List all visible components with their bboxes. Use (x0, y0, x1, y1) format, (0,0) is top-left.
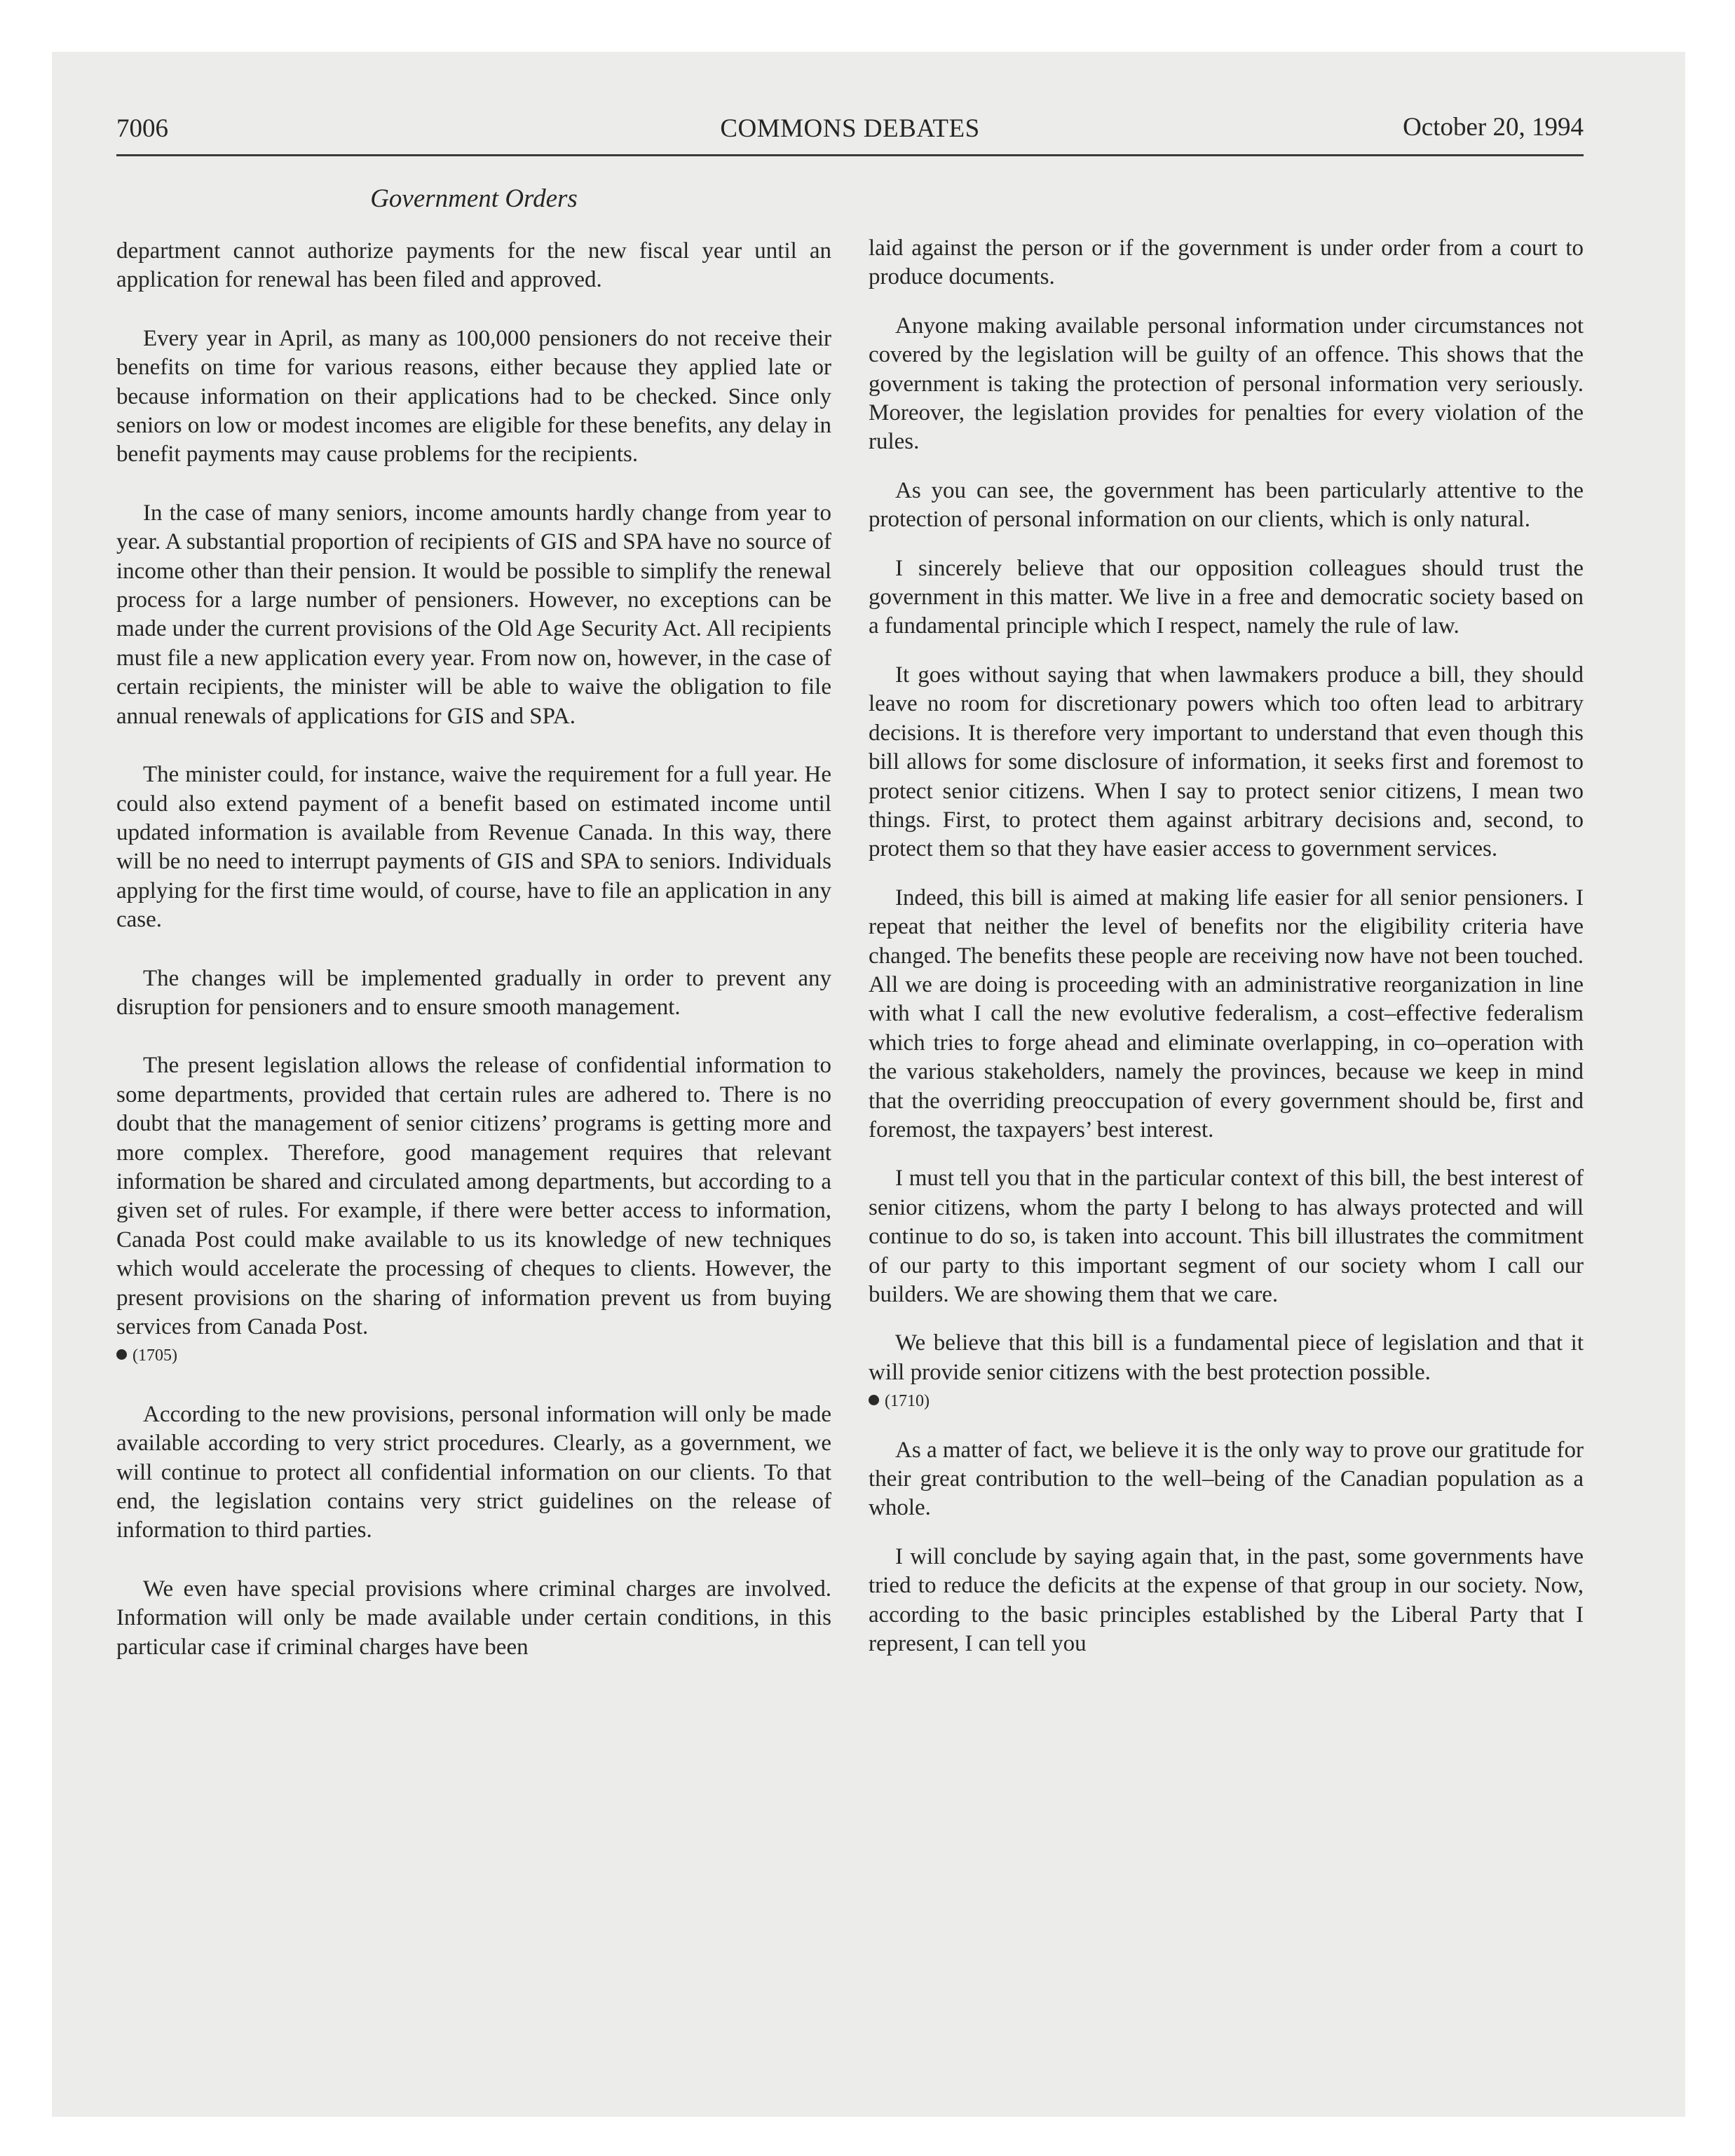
right-column (869, 234, 1584, 1658)
running-header (116, 112, 1584, 156)
paragraph: The minister could, for instance, waive the requirement for a full year. He could also extend payment of a benefit based on estimated income until updated information is available from Revenue Canada. In this way, there will be no need to interrupt payments of GIS and SPA to seniors. Individuals applying for the first time would, of course, have to file an application in any case. (116, 762, 831, 933)
page-date: October 20, 1994 (1403, 113, 1584, 142)
paragraph: We believe that this bill is a fundamental piece of legislation and that it will provide senior citizens with the best protection possible. (869, 1330, 1584, 1385)
paragraph: Every year in April, as many as 100,000 pensioners do not receive their benefits on time for various reasons, either because they applied late or because information on their applications had to be checked. Since only seniors on low or modest incomes are eligible for these benefits, any delay in benefit payments may cause problems for the recipients. (116, 325, 831, 468)
bullet-icon (116, 1349, 127, 1360)
paragraph: As you can see, the government has been particularly attentive to the protection of personal information on our clients, which is only natural. (869, 477, 1584, 533)
paragraph: department cannot authorize payments for the new fiscal year until an application for renewal has been filed and approved. (116, 238, 831, 293)
paragraph: The present legislation allows the release of confidential information to some departments, provided that certain rules are adhered to. There is no doubt that the management of senior citizens’ programs is getting more and more complex. Therefore, good management requires that relevant information be shared and circulated among departments, but according to a given set of rules. For example, if there were better access to information, Canada Post could make available to us its knowledge of new techniques which would accelerate the processing of cheques to clients. However, the present provisions on the sharing of information prevent us from buying services from Canada Post. (116, 1053, 831, 1339)
left-column (116, 237, 831, 1662)
paragraph: It goes without saying that when lawmakers produce a bill, they should leave no room for discretionary powers which too often lead to arbitrary decisions. It is therefore very important to understand that even though this bill allows for some disclosure of information, it seeks first and foremost to protect senior citizens. When I say to protect senior citizens, I mean two things. First, to protect them against arbitrary decisions and, second, to protect them so that they have easier access to government services. (869, 662, 1584, 862)
paragraph: The changes will be implemented gradually in order to prevent any disruption for pensioners and to ensure smooth management. (116, 965, 831, 1020)
paragraph: Indeed, this bill is aimed at making life easier for all senior pensioners. I repeat that neither the level of benefits nor the eligibility criteria have changed. The benefits these people are receiving now have not been touched. All we are doing is proceeding with an administrative reorganization in line with what I call the new evolutive federalism, a cost–effective federalism which tries to forge ahead and eliminate overlapping, in co–operation with the various stakeholders, namely the provinces, because we keep in mind that the overriding preoccupation of every government should be, first and foremost, the taxpayers’ best interest. (869, 885, 1584, 1142)
time-marker-text: (1710) (885, 1392, 930, 1411)
time-marker (869, 1387, 1584, 1416)
paragraph: According to the new provisions, personal information will only be made available according to very strict procedures. Clearly, as a government, we will continue to protect all confidential information on our clients. To that end, the legislation contains very strict guidelines on the release of information to third parties. (116, 1401, 831, 1543)
page-number: 7006 (116, 114, 168, 143)
paragraph: I must tell you that in the particular context of this bill, the best interest of senior citizens, whom the party I belong to has always protected and will continue to do so, is taken into account. This bill illustrates the commitment of our party to this important segment of our society whom I call our builders. We are showing them that we care. (869, 1166, 1584, 1307)
time-marker-text: (1705) (132, 1346, 177, 1365)
paragraph: In the case of many seniors, income amounts hardly change from year to year. A substantial proportion of recipients of GIS and SPA have no source of income other than their pension. It would be possible to simplify the renewal process for a large number of pensioners. However, no exceptions can be made under the current provisions of the Old Age Security Act. All recipients must file a new application every year. From now on, however, in the case of certain recipients, the minister will be able to waive the obligation to file annual renewals of applications for GIS and SPA. (116, 500, 832, 729)
paragraph: We even have special provisions where criminal charges are involved. Information will only be made available under certain conditions, in this particular case if criminal charges have been (116, 1576, 831, 1660)
bullet-icon (869, 1395, 879, 1405)
paragraph: I sincerely believe that our opposition colleagues should trust the government in this matter. We live in a free and democratic society based on a fundamental principle which I respect, namely the rule of law. (869, 555, 1584, 639)
paragraph: As a matter of fact, we believe it is the only way to prove our gratitude for their great contribution to the well–being of the Canadian population as a whole. (869, 1437, 1584, 1521)
paragraph: laid against the person or if the government is under order from a court to produce documents. (869, 236, 1584, 290)
paragraph: Anyone making available personal information under circumstances not covered by the legislation will be guilty of an offence. This shows that the government is taking the protection of personal information very seriously. Moreover, the legislation provides for penalties for every violation of the rules. (869, 313, 1584, 455)
time-marker (116, 1342, 831, 1370)
paragraph: I will conclude by saying again that, in the past, some governments have tried to reduce the deficits at the expense of that group in our society. Now, according to the basic principles established by the Liberal Party that I represent, I can tell you (869, 1543, 1584, 1657)
journal-title: COMMONS DEBATES (720, 114, 980, 143)
section-heading: Government Orders (370, 184, 578, 213)
